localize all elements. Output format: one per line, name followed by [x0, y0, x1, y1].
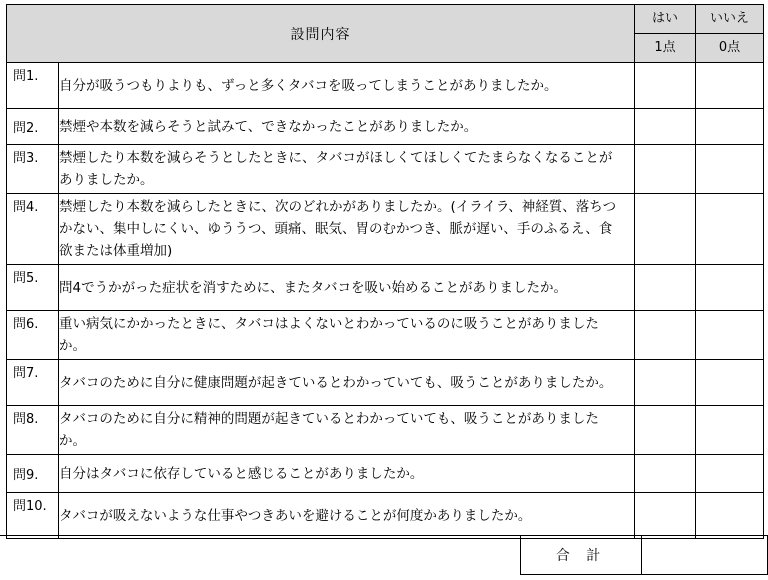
header-no-label: いいえ — [696, 5, 763, 34]
question-row — [7, 493, 764, 539]
question-table — [6, 4, 764, 539]
question-number: 問5. — [13, 271, 39, 286]
header-no — [696, 5, 764, 63]
question-row — [7, 360, 764, 406]
question-number: 問1. — [13, 69, 39, 84]
answer-yes-cell[interactable] — [635, 63, 696, 109]
answer-yes-cell[interactable] — [635, 194, 696, 265]
answer-no-cell[interactable] — [696, 194, 764, 265]
header-title: 設問内容 — [7, 5, 635, 63]
question-number: 問6. — [13, 317, 39, 332]
question-text: タバコのために自分に精神的問題が起きているとわかっていても、吸うことがありましたか。 — [59, 406, 635, 455]
answer-no-cell[interactable] — [696, 311, 764, 360]
answer-no-cell[interactable] — [696, 406, 764, 455]
question-text: タバコのために自分に健康問題が起きているとわかっていても、吸うことがありましたか。 — [59, 360, 635, 406]
header-yes-points: 1点 — [654, 40, 676, 55]
question-number: 問4. — [13, 200, 39, 215]
answer-yes-cell[interactable] — [635, 455, 696, 493]
answer-no-cell[interactable] — [696, 455, 764, 493]
header-yes-label: はい — [635, 5, 695, 34]
question-row — [7, 109, 764, 145]
question-row — [7, 406, 764, 455]
answer-yes-cell[interactable] — [635, 360, 696, 406]
question-text: 禁煙したり本数を減らそうとしたときに、タバコがほしくてほしくてたまらなくなることがありましたか。 — [59, 145, 635, 194]
header-yes — [635, 5, 696, 63]
answer-yes-cell[interactable] — [635, 145, 696, 194]
question-row — [7, 455, 764, 493]
question-number: 問8. — [13, 412, 39, 427]
total-table — [520, 535, 768, 575]
answer-yes-cell[interactable] — [635, 493, 696, 539]
answer-no-cell[interactable] — [696, 360, 764, 406]
header-no-points: 0点 — [718, 40, 741, 55]
question-text: 問4でうかがった症状を消すために、またタバコを吸い始めることがありましたか。 — [59, 265, 635, 311]
answer-no-cell[interactable] — [696, 493, 764, 539]
answer-yes-cell[interactable] — [635, 109, 696, 145]
total-row — [520, 535, 768, 575]
answer-yes-cell[interactable] — [635, 311, 696, 360]
answer-no-cell[interactable] — [696, 265, 764, 311]
question-row — [7, 194, 764, 265]
question-number: 問7. — [13, 366, 39, 381]
question-row — [7, 63, 764, 109]
question-text: 自分が吸うつもりよりも、ずっと多くタバコを吸ってしまうことがありましたか。 — [59, 63, 635, 109]
answer-no-cell[interactable] — [696, 63, 764, 109]
total-value-cell[interactable] — [642, 536, 768, 575]
answer-no-cell[interactable] — [696, 109, 764, 145]
question-number: 問2. — [13, 121, 39, 136]
question-row — [7, 265, 764, 311]
answer-no-cell[interactable] — [696, 145, 764, 194]
question-text: 重い病気にかかったときに、タバコはよくないとわかっているのに吸うことがありましたか。 — [59, 311, 635, 360]
question-number: 問9. — [13, 468, 39, 483]
question-text: タバコが吸えないような仕事やつきあいを避けることが何度かありましたか。 — [59, 493, 635, 539]
answer-yes-cell[interactable] — [635, 406, 696, 455]
question-text: 禁煙や本数を減らそうと試みて、できなかったことがありましたか。 — [59, 109, 635, 145]
question-number: 問3. — [13, 151, 39, 166]
question-row — [7, 311, 764, 360]
questionnaire — [6, 4, 764, 539]
bottom-rule — [0, 535, 520, 536]
question-text: 自分はタバコに依存していると感じることがありましたか。 — [59, 455, 635, 493]
question-text: 禁煙したり本数を減らしたときに、次のどれかがありましたか。(イライラ、神経質、落ちつかない、集中しにくい、ゆううつ、頭痛、眠気、胃のむかつき、脈が遅い、手のふるえ、食欲または体重増加) — [59, 194, 635, 265]
total-label: 合 計 — [521, 536, 642, 575]
question-number: 問10. — [13, 499, 47, 514]
answer-yes-cell[interactable] — [635, 265, 696, 311]
question-row — [7, 145, 764, 194]
